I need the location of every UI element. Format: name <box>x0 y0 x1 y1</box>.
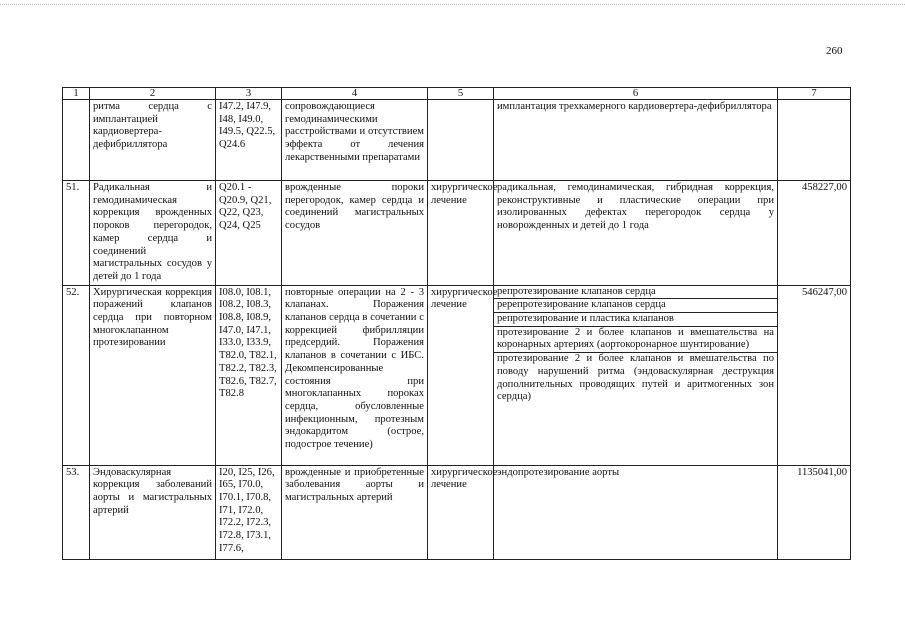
header-cell: 4 <box>282 88 428 100</box>
patient-condition: врожденные пороки перегородок, камер сердца и соединений магистральных сосудов <box>282 181 428 286</box>
services-table <box>62 87 851 560</box>
treatment-method: репротезирование и пластика клапанов <box>494 313 777 327</box>
table-row <box>63 465 851 559</box>
icd-codes: Q20.1 - Q20.9, Q21, Q22, Q23, Q24, Q25 <box>216 181 282 286</box>
treatment-method: репротезирование клапанов сердца <box>494 286 777 300</box>
treatment-type: хирургическое лечение <box>428 285 494 465</box>
treatment-method: имплантация трехкамерного кардиовертера-дефибриллятора <box>494 100 778 181</box>
treatment-type <box>428 100 494 181</box>
service-name: ритма сердца с имплантацией кардиовертера-дефибриллятора <box>90 100 216 181</box>
header-cell: 5 <box>428 88 494 100</box>
patient-condition: врожденные и приобретенные заболевания аорты и магистральных артерий <box>282 465 428 559</box>
treatment-type: хирургическое лечение <box>428 181 494 286</box>
cost-value <box>778 100 851 181</box>
header-row <box>63 88 851 100</box>
icd-codes: I20, I25, I26, I65, I70.0, I70.1, I70.8, I71, I72.0, I72.2, I72.3, I72.8, I73.1, I77.6, <box>216 465 282 559</box>
scan-edge-line <box>0 4 905 5</box>
treatment-type: хирургическое лечение <box>428 465 494 559</box>
treatment-method: радикальная, гемодинамическая, гибридная коррекция, реконструктивные и пластические операции при изолированных дефектах перегородок сердца у новорожденных и детей до 1 года <box>494 181 778 286</box>
icd-codes: I08.0, I08.1, I08.2, I08.3, I08.8, I08.9, I47.0, I47.1, I33.0, I33.9, T82.0, T82.1, T82.2, T82.3, T82.6, T82.7, T82.8 <box>216 285 282 465</box>
cost-value: 1135041,00 <box>778 465 851 559</box>
cost-value: 546247,00 <box>778 285 851 465</box>
treatment-method: протезирование 2 и более клапанов и вмешательства на коронарных артериях (аортокоронарное шунтирование) <box>494 327 777 353</box>
treatment-method: протезирование 2 и более клапанов и вмешательства по поводу нарушений ритма (эндоваскулярная деструкция дополнительных проводящих путей и аритмогенных зон сердца) <box>497 353 774 403</box>
row-number: 53. <box>63 465 90 559</box>
header-cell: 3 <box>216 88 282 100</box>
service-name: Радикальная и гемодинамическая коррекция врожденных пороков перегородок, камер сердца и соединений магистральных сосудов у детей до 1 года <box>90 181 216 286</box>
treatment-methods-list <box>494 285 778 465</box>
table-row <box>63 100 851 181</box>
row-number: 52. <box>63 285 90 465</box>
cost-value: 458227,00 <box>778 181 851 286</box>
service-name: Хирургическая коррекция поражений клапанов сердца при повторном многоклапанном протезировании <box>90 285 216 465</box>
page-number: 260 <box>826 45 843 57</box>
treatment-method: ререпротезирование клапанов сердца <box>494 299 777 313</box>
header-cell: 1 <box>63 88 90 100</box>
table-row <box>63 181 851 286</box>
header-cell: 6 <box>494 88 778 100</box>
row-number: 51. <box>63 181 90 286</box>
header-cell: 7 <box>778 88 851 100</box>
header-cell: 2 <box>90 88 216 100</box>
row-number <box>63 100 90 181</box>
patient-condition: сопровождающиеся гемодинамическими расстройствами и отсутствием эффекта от лечения лекарственными препаратами <box>282 100 428 181</box>
table-row <box>63 285 851 465</box>
treatment-method: эндопротезирование аорты <box>494 465 778 559</box>
icd-codes: I47.2, I47.9, I48, I49.0, I49.5, Q22.5, Q24.6 <box>216 100 282 181</box>
patient-condition: повторные операции на 2 - 3 клапанах. Поражения клапанов сердца в сочетании с коррекцией фибрилляции предсердий. Поражения клапанов в сочетании с ИБС. Декомпенсированные состояния при многоклапанных пороках сердца, обусловленные инфекционным, протезным эндокардитом (острое, подострое течение) <box>282 285 428 465</box>
service-name: Эндоваскулярная коррекция заболеваний аорты и магистральных артерий <box>90 465 216 559</box>
